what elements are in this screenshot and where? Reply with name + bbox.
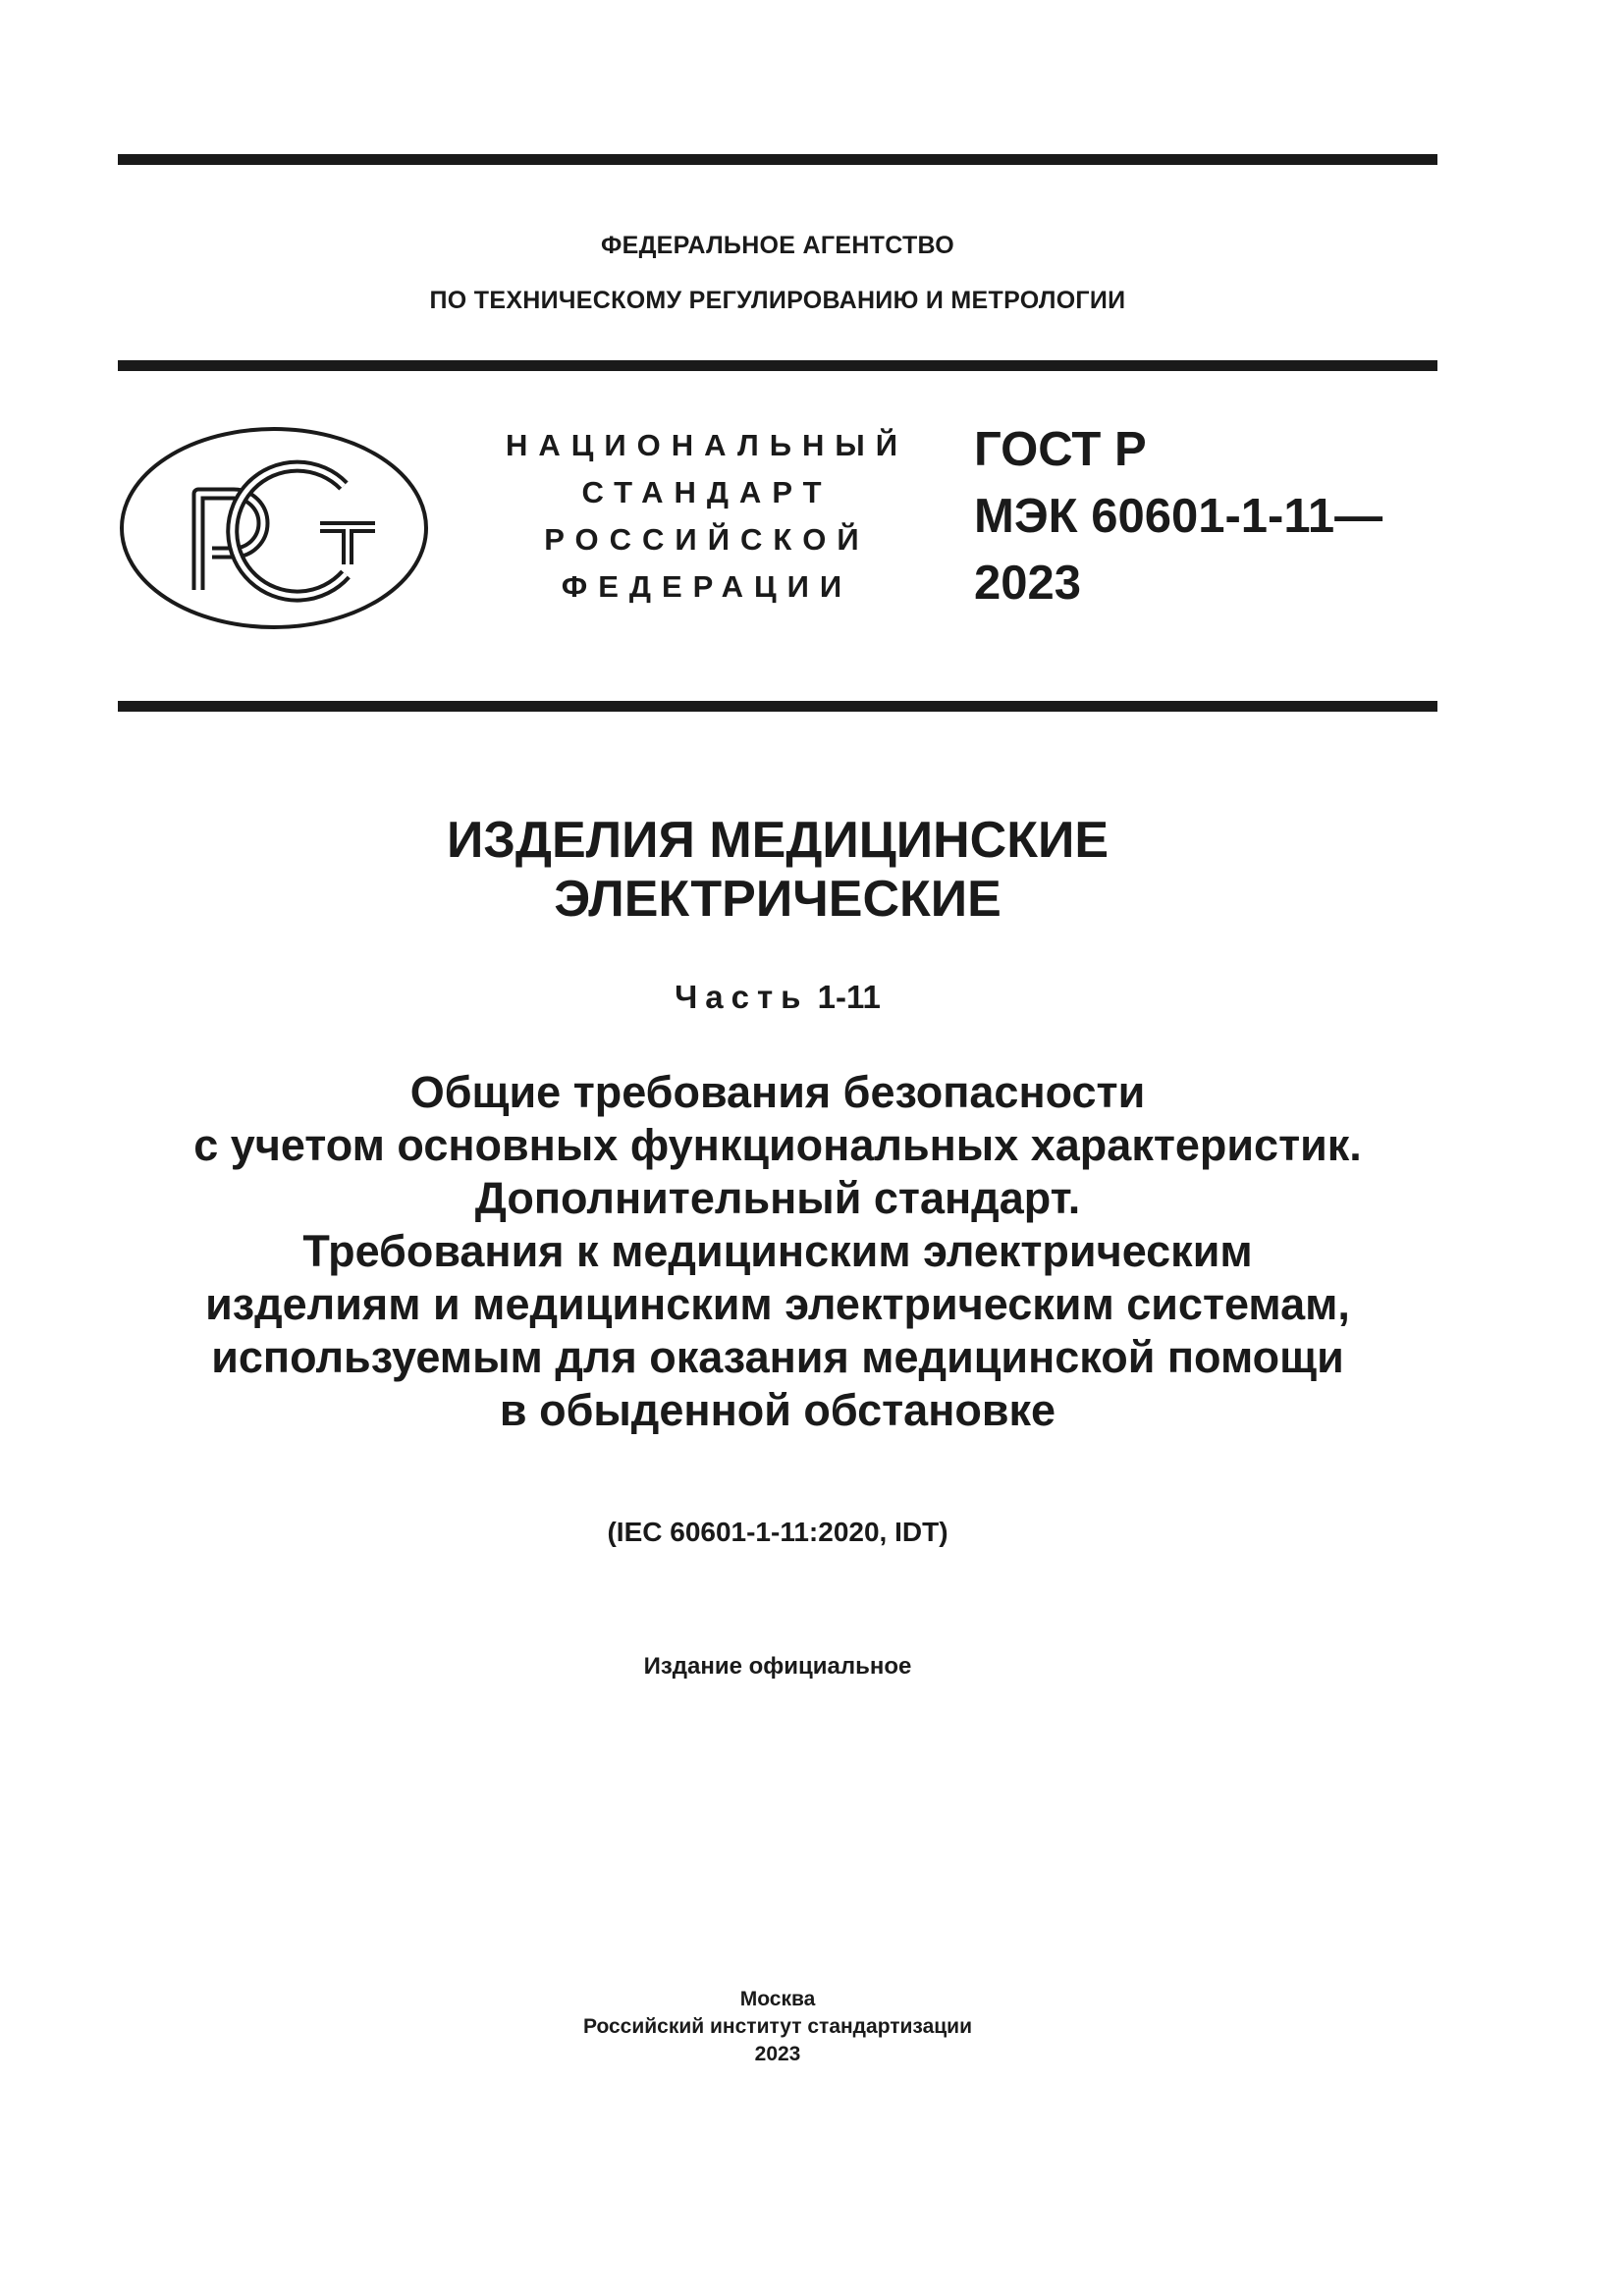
rst-mark-icon	[118, 425, 430, 631]
designation-line-1: ГОСТ Р	[974, 423, 1147, 476]
title-line-2: ЭЛЕКТРИЧЕСКИЕ	[554, 871, 1001, 928]
designation-divider-rule	[118, 701, 1437, 712]
part-label	[98, 976, 1457, 1019]
title-line-1: ИЗДЕЛИЯ МЕДИЦИНСКИЕ	[446, 812, 1110, 869]
national-standard-label	[461, 422, 952, 611]
designation-line-2: МЭК 60601-1-11—	[974, 490, 1383, 543]
agency-line-2: ПО ТЕХНИЧЕСКОМУ РЕГУЛИРОВАНИЮ И МЕТРОЛОГИИ	[429, 287, 1126, 314]
imprint	[98, 1986, 1457, 2068]
subtitle-line-3: Дополнительный стандарт.	[474, 1173, 1081, 1223]
part-number: 1-11	[817, 979, 881, 1015]
document-subtitle	[98, 1066, 1457, 1437]
subtitle-line-5: изделиям и медицинским электрическим системам,	[205, 1279, 1350, 1329]
subtitle-line-4: Требования к медицинским электрическим	[302, 1226, 1253, 1276]
national-standard-line-3: РОССИЙСКОЙ	[544, 522, 870, 557]
agency-header	[118, 218, 1437, 328]
imprint-publisher: Российский институт стандартизации	[582, 2015, 973, 2038]
national-standard-line-1: НАЦИОНАЛЬНЫЙ	[505, 428, 909, 462]
part-word: Часть	[675, 979, 809, 1015]
document-title	[98, 811, 1457, 929]
national-standard-line-2: СТАНДАРТ	[581, 475, 833, 509]
designation-line-3: 2023	[974, 557, 1082, 610]
agency-line-1: ФЕДЕРАЛЬНОЕ АГЕНТСТВО	[600, 232, 955, 259]
iec-reference: (IEC 60601-1-11:2020, IDT)	[607, 1517, 948, 1547]
national-standard-line-4: ФЕДЕРАЦИИ	[561, 569, 853, 604]
subtitle-line-1: Общие требования безопасности	[409, 1067, 1146, 1117]
subtitle-line-6: используемым для оказания медицинской помощи	[211, 1332, 1344, 1382]
imprint-year: 2023	[754, 2043, 801, 2065]
subtitle-line-7: в обыденной обстановке	[499, 1385, 1056, 1435]
edition-label: Издание официальное	[643, 1653, 912, 1680]
header-divider-rule	[118, 360, 1437, 371]
standard-designation	[974, 416, 1382, 616]
imprint-city: Москва	[739, 1988, 816, 2010]
top-rule	[118, 154, 1437, 165]
subtitle-line-2: с учетом основных функциональных характеристик.	[193, 1120, 1362, 1170]
